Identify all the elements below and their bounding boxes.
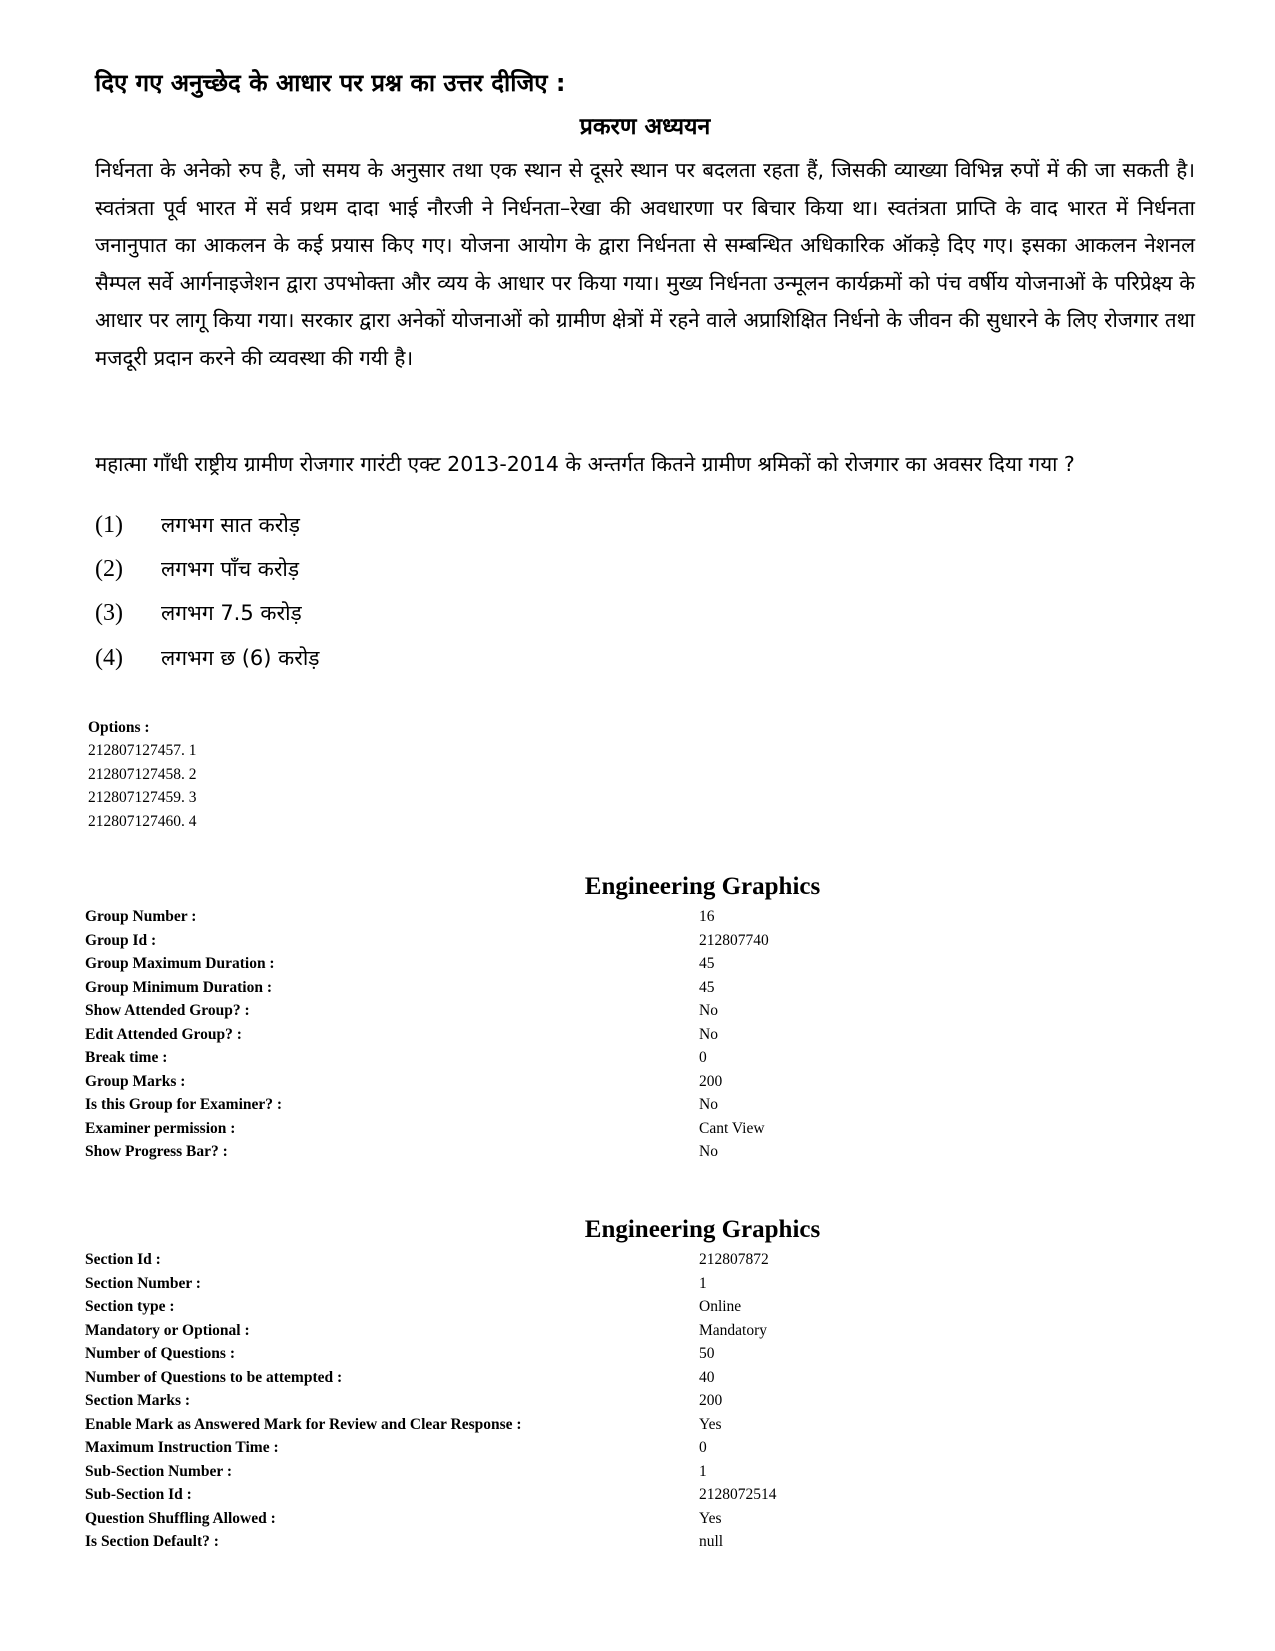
field-label: Break time : (85, 1049, 168, 1066)
choice-number: (1) (95, 512, 123, 538)
field-label: Section Number : (85, 1274, 201, 1292)
field-value: 0 (699, 1439, 707, 1456)
field-label: Group Id : (85, 931, 157, 949)
field-value: 40 (699, 1368, 715, 1386)
option-id-2: 212807127458. 2 (88, 765, 197, 783)
field-value: 1 (699, 1462, 707, 1480)
group-row (85, 1023, 1185, 1047)
field-label: Section type : (85, 1298, 175, 1315)
field-value: 45 (699, 978, 715, 996)
group-row (85, 929, 1185, 953)
group-heading: Engineering Graphics (584, 873, 821, 900)
group-row (85, 1117, 1185, 1141)
case-study-passage: निर्धनता के अनेको रुप है, जो समय के अनुसार तथा एक स्थान से दूसरे स्थान पर बदलता रहता हैं, जिसकी व्याख्या विभिन्न रुपों में की जा सकती है। स्वतंत्रता पूर्व भारत में सर्व प्रथम दादा भाई नौरजी ने निर्धनता–रेखा की अवधारणा पर बिचार किया था। स्वतंत्रता प्राप्ति के वाद भारत में निर्धनता जनानुपात का आकलन के कई प्रयास किए गए। योजना आयोग के द्वारा निर्धनता से सम्बन्धित अधिकारिक ऑकड़े दिए गए। इसका आकलन नेशनल सैम्पल सर्वे आर्गनाइजेशन द्वारा उपभोक्ता और व्यय के आधार पर किया गया। मुख्य निर्धनता उन्मूलन कार्यक्रमों को पंच वर्षीय योजनाओं के परिप्रेक्ष्य के आधार पर लागू किया गया। सरकार द्वारा अनेकों योजनाओं को ग्रामीण क्षेत्रों में रहने वाले अप्राशिक्षित निर्धनो के जीवन की सुधारने के लिए रोजगार तथा मजदूरी प्रदान करने की व्यवस्था की गयी है। (95, 158, 1195, 370)
field-label: Section Id : (85, 1251, 161, 1268)
section-row (85, 1460, 1185, 1484)
field-value: Cant View (699, 1119, 765, 1137)
section-row (85, 1272, 1185, 1296)
section-row (85, 1366, 1185, 1390)
choice-text: लगभग पाँच करोड़ (161, 557, 300, 581)
answer-choice-2 (95, 549, 795, 589)
section-row (85, 1436, 1185, 1460)
instruction-heading: दिए गए अनुच्छेद के आधार पर प्रश्न का उत्तर दीजिए : (95, 69, 566, 97)
section-heading: Engineering Graphics (584, 1216, 821, 1243)
field-label: Is this Group for Examiner? : (85, 1096, 283, 1113)
field-value: null (699, 1533, 724, 1550)
field-value: No (699, 1096, 718, 1113)
field-label: Group Maximum Duration : (85, 955, 275, 972)
group-row (85, 1046, 1185, 1070)
field-value: Yes (699, 1415, 722, 1433)
field-label: Sub-Section Number : (85, 1462, 232, 1480)
group-row (85, 976, 1185, 1000)
field-value: 212807872 (699, 1251, 769, 1268)
section-info-table (85, 1248, 1185, 1554)
field-label: Sub-Section Id : (85, 1486, 192, 1503)
group-info-table (85, 905, 1185, 1164)
choice-number: (2) (95, 556, 123, 582)
group-row (85, 1070, 1185, 1094)
group-row (85, 905, 1185, 929)
field-label: Edit Attended Group? : (85, 1025, 242, 1043)
section-row (85, 1248, 1185, 1272)
group-row (85, 999, 1185, 1023)
choice-number: (4) (95, 645, 123, 671)
field-label: Enable Mark as Answered Mark for Review and Clear Response : (85, 1415, 522, 1433)
answer-choice-1 (95, 505, 795, 545)
choice-number: (3) (95, 600, 123, 626)
section-row (85, 1483, 1185, 1507)
field-label: Number of Questions to be attempted : (85, 1368, 343, 1386)
field-label: Maximum Instruction Time : (85, 1439, 279, 1456)
field-value: 16 (699, 908, 715, 925)
section-row (85, 1319, 1185, 1343)
field-value: Online (699, 1298, 742, 1315)
section-row (85, 1413, 1185, 1437)
field-value: 200 (699, 1392, 723, 1409)
group-row (85, 952, 1185, 976)
field-label: Number of Questions : (85, 1345, 235, 1362)
options-label: Options : (88, 719, 150, 736)
field-label: Is Section Default? : (85, 1533, 219, 1550)
section-row (85, 1530, 1185, 1554)
field-label: Show Progress Bar? : (85, 1143, 228, 1160)
choice-text: लगभग 7.5 करोड़ (161, 601, 302, 625)
field-value: Mandatory (699, 1321, 768, 1339)
section-row (85, 1295, 1185, 1319)
field-value: No (699, 1025, 718, 1043)
field-value: No (699, 1143, 718, 1160)
case-study-title: प्रकरण अध्ययन (579, 114, 711, 140)
section-row (85, 1389, 1185, 1413)
field-label: Show Attended Group? : (85, 1002, 250, 1019)
group-row (85, 1140, 1185, 1164)
field-label: Mandatory or Optional : (85, 1321, 250, 1339)
option-id-1: 212807127457. 1 (88, 742, 197, 760)
question-text: महात्मा गाँधी राष्ट्रीय ग्रामीण रोजगार गारंटी एक्ट 2013-2014 के अन्तर्गत कितने ग्रामीण श्रमिकों को रोजगार का अवसर दिया गया ? (95, 452, 1075, 476)
field-value: 1 (699, 1274, 707, 1292)
field-value: 0 (699, 1049, 707, 1066)
group-row (85, 1093, 1185, 1117)
choice-text: लगभग छ (6) करोड़ (161, 646, 320, 670)
option-id-3: 212807127459. 3 (88, 789, 197, 807)
field-value: 212807740 (699, 931, 769, 949)
field-label: Group Number : (85, 908, 197, 925)
field-label: Group Minimum Duration : (85, 978, 273, 996)
field-value: Yes (699, 1509, 722, 1527)
field-label: Examiner permission : (85, 1119, 236, 1137)
answer-choice-3 (95, 593, 795, 633)
field-label: Group Marks : (85, 1072, 186, 1090)
field-value: 50 (699, 1345, 715, 1362)
choice-text: लगभग सात करोड़ (161, 513, 300, 537)
section-row (85, 1342, 1185, 1366)
section-row (85, 1507, 1185, 1531)
field-value: 45 (699, 955, 715, 972)
field-value: 2128072514 (699, 1486, 777, 1503)
option-id-4: 212807127460. 4 (88, 812, 197, 830)
options-list (88, 716, 488, 833)
field-label: Question Shuffling Allowed : (85, 1509, 276, 1527)
field-value: 200 (699, 1072, 723, 1090)
answer-choice-4 (95, 638, 795, 678)
field-label: Section Marks : (85, 1392, 191, 1409)
field-value: No (699, 1002, 718, 1019)
